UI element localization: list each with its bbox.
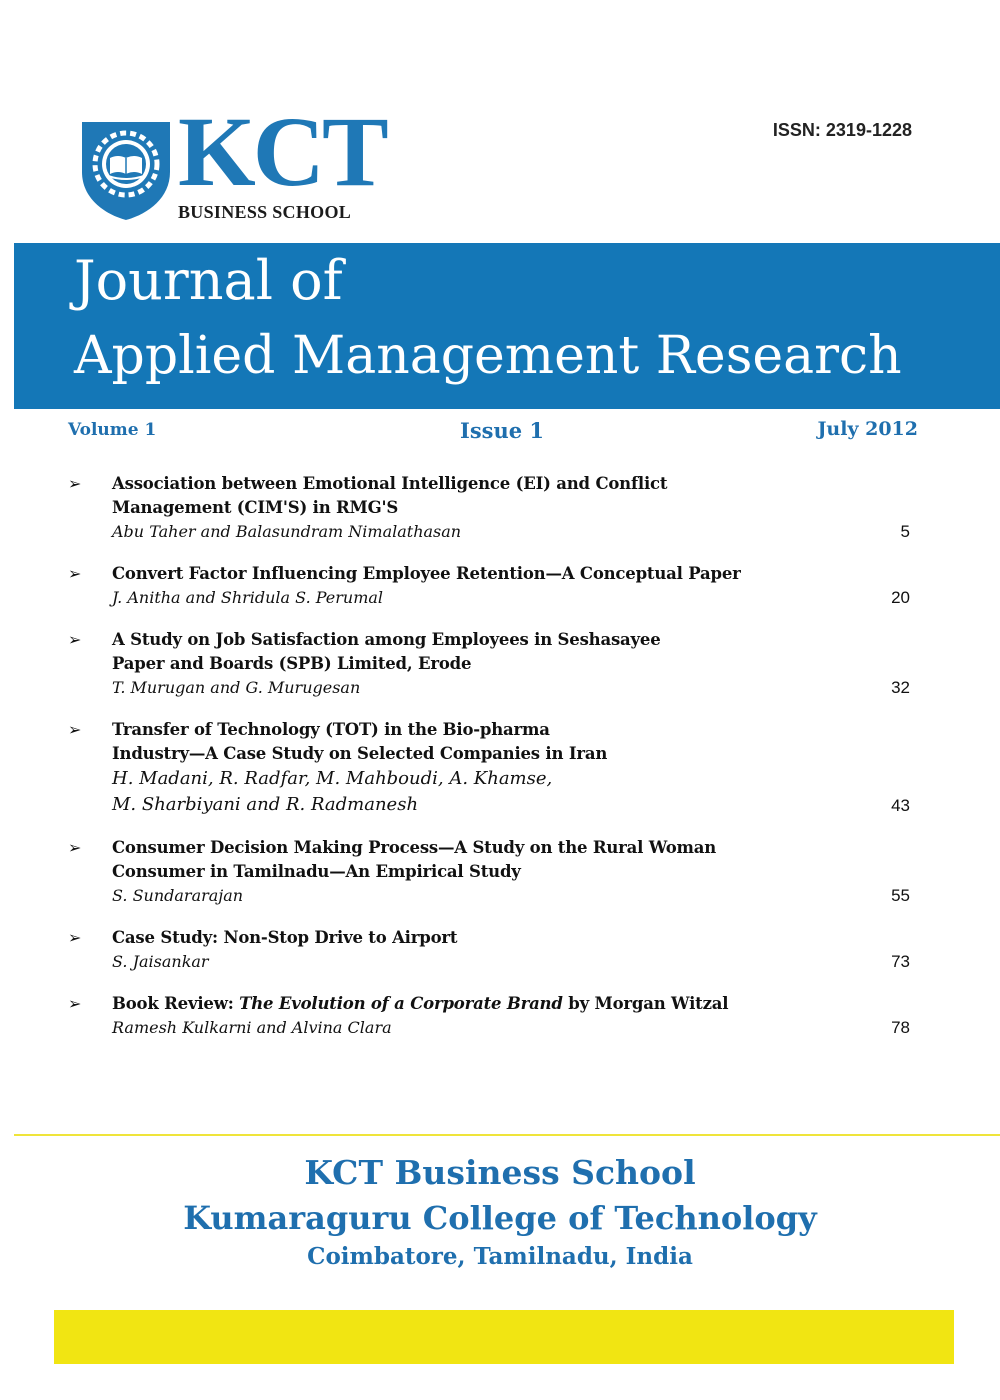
toc-entry[interactable] (68, 628, 918, 700)
article-authors: Abu Taher and Balasundram Nimalathasan (112, 522, 462, 541)
title-prefix: Book Review: (112, 994, 240, 1013)
open-book-shield-icon (78, 116, 174, 222)
toc-entry[interactable] (68, 718, 918, 818)
issue-info-row (68, 418, 918, 446)
logo-wordmark: KCT (178, 96, 386, 207)
bottom-accent-bar (54, 1310, 954, 1364)
arrowhead-bullet-icon: ➢ (68, 630, 82, 649)
article-authors: Ramesh Kulkarni and Alvina Clara (112, 1018, 392, 1037)
toc-entry[interactable] (68, 926, 918, 974)
issn-number: ISSN: 2319-1228 (772, 120, 912, 140)
publisher-location: Coimbatore, Tamilnadu, India (307, 1243, 693, 1270)
journal-title-line-2: Applied Management Research (74, 326, 902, 386)
article-title: Consumer Decision Making Process—A Study on the Rural Woman (112, 838, 717, 857)
article-title: A Study on Job Satisfaction among Employees in Seshasayee (112, 630, 661, 649)
article-title: Transfer of Technology (TOT) in the Bio-pharma (112, 720, 550, 739)
page-number: 5 (900, 522, 910, 541)
article-authors: S. Sundararajan (112, 886, 244, 905)
toc-entry[interactable] (68, 472, 918, 544)
arrowhead-bullet-icon: ➢ (68, 994, 82, 1013)
page-number: 43 (891, 796, 910, 815)
arrowhead-bullet-icon: ➢ (68, 928, 82, 947)
article-authors: T. Murugan and G. Murugesan (112, 678, 361, 697)
page-number: 73 (891, 952, 910, 971)
arrowhead-bullet-icon: ➢ (68, 564, 82, 583)
toc-entry[interactable] (68, 992, 918, 1040)
article-title: Management (CIM'S) in RMG'S (112, 498, 399, 517)
arrowhead-bullet-icon: ➢ (68, 720, 82, 739)
article-title: Paper and Boards (SPB) Limited, Erode (112, 654, 472, 673)
page-number: 55 (891, 886, 910, 905)
logo-subtitle: BUSINESS SCHOOL (178, 202, 352, 222)
footer-divider (14, 1134, 1000, 1136)
article-title: Association between Emotional Intelligence (EI) and Conflict (112, 474, 668, 493)
article-authors: J. Anitha and Shridula S. Perumal (112, 588, 384, 607)
toc-entry[interactable] (68, 562, 918, 610)
book-title: The Evolution of a Corporate Brand (239, 994, 563, 1013)
title-suffix: by Morgan Witzal (562, 994, 729, 1013)
publisher-footer (0, 1150, 1000, 1274)
article-authors: H. Madani, R. Radfar, M. Mahboudi, A. Khamse, (112, 768, 553, 789)
publisher-name: KCT Business School (304, 1153, 696, 1192)
arrowhead-bullet-icon: ➢ (68, 474, 82, 493)
table-of-contents (68, 472, 918, 1058)
article-title: Consumer in Tamilnadu—An Empirical Study (112, 862, 521, 881)
article-title: Industry—A Case Study on Selected Companies in Iran (112, 744, 608, 763)
page-number: 32 (891, 678, 910, 697)
journal-title-banner (14, 243, 1000, 409)
toc-entry[interactable] (68, 836, 918, 908)
article-authors: S. Jaisankar (112, 952, 209, 971)
article-title: Case Study: Non-Stop Drive to Airport (112, 928, 458, 947)
article-authors: M. Sharbiyani and R. Radmanesh (112, 794, 419, 815)
kct-logo (78, 96, 398, 226)
issue-label: Issue 1 (460, 418, 545, 443)
college-name: Kumaraguru College of Technology (183, 1199, 817, 1237)
volume-label: Volume 1 (68, 420, 157, 440)
article-title: Convert Factor Influencing Employee Retention—A Conceptual Paper (112, 564, 741, 583)
page-number: 20 (891, 588, 910, 607)
journal-title-line-1: Journal of (74, 249, 343, 312)
arrowhead-bullet-icon: ➢ (68, 838, 82, 857)
article-title (112, 992, 918, 1016)
page-number: 78 (891, 1018, 910, 1037)
issue-date: July 2012 (817, 418, 918, 440)
